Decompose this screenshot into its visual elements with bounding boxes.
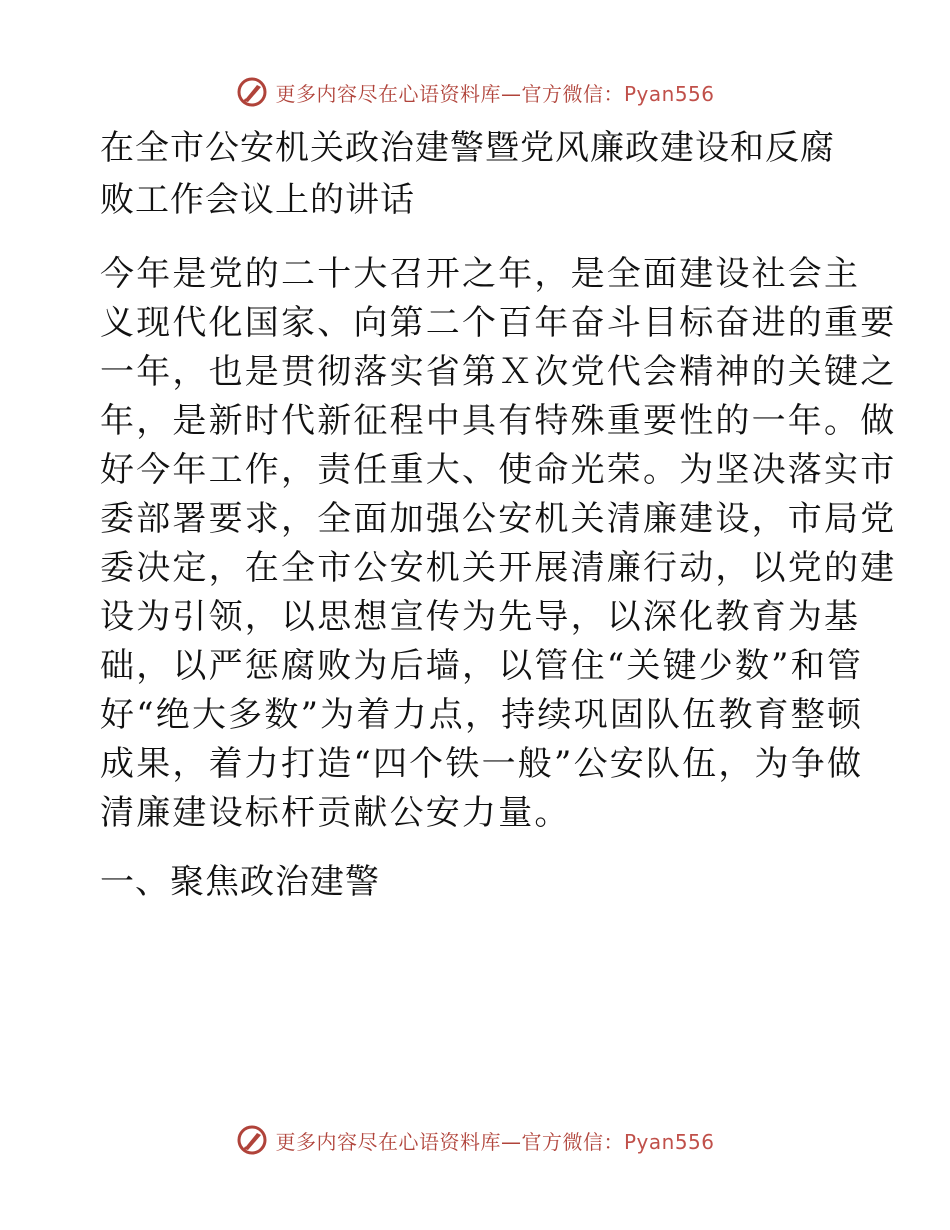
paragraph-line: 成果，着力打造“四个铁一般”公安队伍，为争做 — [100, 744, 864, 784]
title-line: 在全市公安机关政治建警暨党风廉政建设和反腐 — [100, 128, 835, 168]
intro-paragraph — [100, 250, 897, 838]
paragraph-line: 好今年工作，责任重大、使命光荣。为坚决落实市 — [100, 450, 897, 490]
watermark-wechat-id: Pyan556 — [623, 1129, 715, 1154]
watermark-text — [275, 1126, 714, 1155]
watermark-site-text: 更多内容尽在心语资料库 — [275, 1129, 501, 1154]
paragraph-line: 好“绝大多数”为着力点，持续巩固队伍教育整顿 — [100, 695, 864, 735]
watermark-header-bottom — [0, 1120, 950, 1160]
paragraph-line: 年，是新时代新征程中具有特殊重要性的一年。做 — [100, 401, 897, 441]
paragraph-line: 一年，也是贯彻落实省第Ｘ次党代会精神的关键之 — [100, 352, 897, 392]
watermark-wechat-id: Pyan556 — [623, 81, 715, 106]
paragraph-line: 础，以严惩腐败为后墙，以管住“关键少数”和管 — [100, 646, 864, 686]
watermark-wechat-label: 官方微信： — [521, 1129, 624, 1154]
quill-pen-circle-icon — [235, 75, 269, 109]
paragraph-line: 今年是党的二十大召开之年，是全面建设社会主 — [100, 254, 861, 294]
watermark-dash: — — [500, 1129, 522, 1154]
paragraph-line: 设为引领，以思想宣传为先导，以深化教育为基 — [100, 597, 861, 637]
watermark-text — [275, 78, 714, 107]
paragraph-line: 委决定，在全市公安机关开展清廉行动，以党的建 — [100, 548, 897, 588]
quill-pen-circle-icon — [235, 1123, 269, 1157]
paragraph-line: 义现代化国家、向第二个百年奋斗目标奋进的重要 — [100, 303, 897, 343]
watermark-dash: — — [500, 81, 522, 106]
section-heading: 一、聚焦政治建警 — [100, 862, 380, 902]
paragraph-line: 清廉建设标杆贡献公安力量。 — [100, 793, 571, 833]
watermark-site-text: 更多内容尽在心语资料库 — [275, 81, 501, 106]
paragraph-line: 委部署要求，全面加强公安机关清廉建设，市局党 — [100, 499, 897, 539]
title-line: 败工作会议上的讲话 — [100, 180, 415, 220]
document-body — [100, 122, 897, 908]
watermark-wechat-label: 官方微信： — [521, 81, 624, 106]
watermark-header-top — [0, 72, 950, 112]
document-title — [100, 122, 850, 226]
